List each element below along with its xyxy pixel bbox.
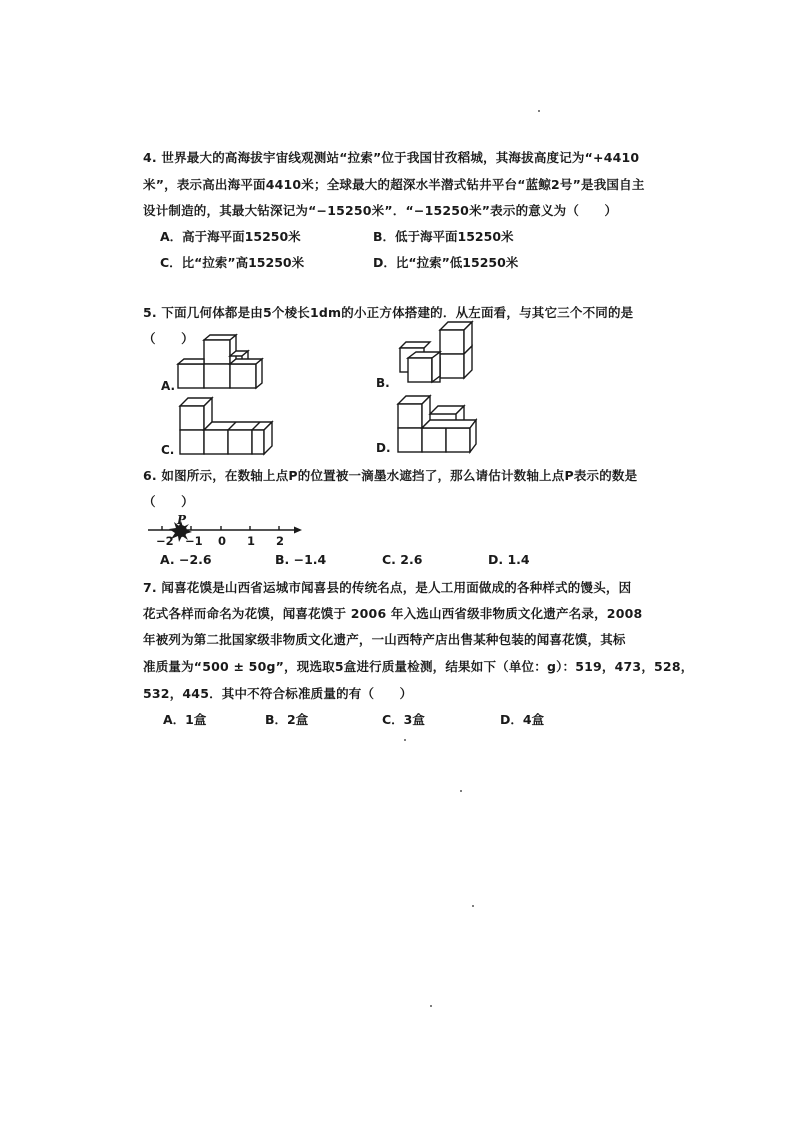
scan-speck bbox=[430, 1005, 432, 1007]
q5-line-2: （ ） bbox=[143, 331, 194, 346]
point-p-label: P bbox=[177, 513, 187, 527]
q7-line-4: 准质量为“500 ± 50g”，现选取5盒进行质量检测，结果如下（单位：g）：519，473，528， bbox=[143, 659, 694, 674]
q6-line-1: 6. 如图所示，在数轴上点P的位置被一滴墨水遮挡了，那么请估计数轴上点P表示的数是 bbox=[143, 468, 638, 483]
tick-label-neg2: −2 bbox=[156, 534, 174, 548]
q5-figure-c[interactable] bbox=[178, 398, 278, 458]
q5-figure-d[interactable] bbox=[396, 396, 486, 456]
q4-option-c[interactable]: C．比“拉索”高15250米 bbox=[160, 255, 305, 270]
q6-option-b[interactable]: B. −1.4 bbox=[275, 552, 327, 567]
q4-line-3: 设计制造的，其最大钻深记为“−15250米”．“−15250米”表示的意义为（ ） bbox=[143, 203, 618, 218]
number-line bbox=[146, 512, 306, 552]
q4-line-2: 米”，表示高出海平面4410米；全球最大的超深水半潜式钻井平台“蓝鲸2号”是我国自主 bbox=[143, 177, 645, 192]
scan-speck bbox=[460, 790, 462, 792]
tick-label-neg1: −1 bbox=[185, 534, 203, 548]
q6-option-a[interactable]: A. −2.6 bbox=[160, 552, 212, 567]
scan-speck bbox=[472, 905, 474, 907]
q6-option-c[interactable]: C. 2.6 bbox=[382, 552, 423, 567]
q7-option-d[interactable]: D．4盒 bbox=[500, 712, 545, 727]
tick-label-1: 1 bbox=[247, 534, 256, 548]
q4-line-1: 4. 世界最大的高海拔宇宙线观测站“拉索”位于我国甘孜稻城，其海拔高度记为“+4410 bbox=[143, 150, 640, 165]
q7-option-c[interactable]: C．3盒 bbox=[382, 712, 425, 727]
q5-label-a[interactable]: A. bbox=[161, 379, 176, 393]
q4-option-b[interactable]: B．低于海平面15250米 bbox=[373, 229, 514, 244]
q7-line-2: 花式各样而命名为花馍，闻喜花馍于 2006 年入选山西省级非物质文化遗产名录，2008 bbox=[143, 606, 643, 621]
scan-speck bbox=[404, 739, 406, 741]
q7-line-3: 年被列为第二批国家级非物质文化遗产，一山西特产店出售某种包装的闻喜花馍，其标 bbox=[143, 632, 626, 647]
q5-line-1: 5. 下面几何体都是由5个棱长1dm的小正方体搭建的．从左面看，与其它三个不同的是 bbox=[143, 305, 634, 320]
number-line-arrow bbox=[294, 527, 302, 534]
q5-label-b[interactable]: B. bbox=[376, 376, 390, 390]
q5-figure-b[interactable] bbox=[394, 322, 484, 392]
scan-speck bbox=[538, 110, 540, 112]
q7-line-5: 532，445．其中不符合标准质量的有（ ） bbox=[143, 686, 413, 701]
q5-label-d[interactable]: D. bbox=[376, 441, 391, 455]
tick-label-2: 2 bbox=[276, 534, 285, 548]
q7-option-b[interactable]: B．2盒 bbox=[265, 712, 309, 727]
q6-line-2: （ ） bbox=[143, 494, 194, 509]
q5-label-c[interactable]: C. bbox=[161, 443, 175, 457]
tick-label-0: 0 bbox=[218, 534, 227, 548]
q4-option-d[interactable]: D．比“拉索”低15250米 bbox=[373, 255, 519, 270]
q5-figure-a[interactable] bbox=[178, 335, 268, 395]
q4-option-a[interactable]: A．高于海平面15250米 bbox=[160, 229, 301, 244]
q7-line-1: 7. 闻喜花馍是山西省运城市闻喜县的传统名点，是人工用面做成的各种样式的馒头，因 bbox=[143, 580, 632, 595]
q6-option-d[interactable]: D. 1.4 bbox=[488, 552, 530, 567]
q7-option-a[interactable]: A．1盒 bbox=[163, 712, 207, 727]
